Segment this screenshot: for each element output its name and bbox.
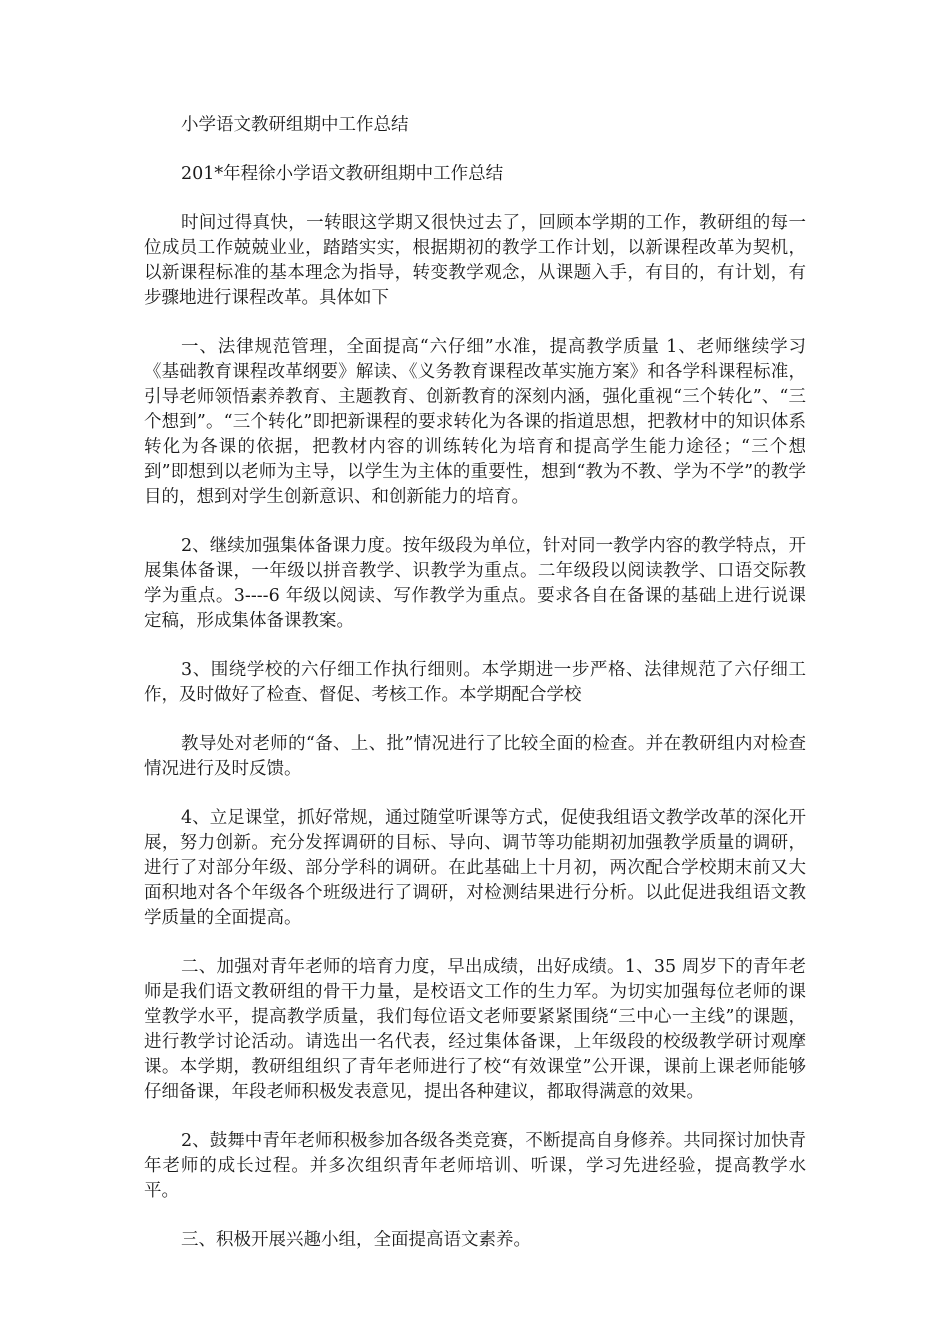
document-subtitle: 201*年程徐小学语文教研组期中工作总结 — [181, 164, 504, 184]
paragraph-section-1-item-3: 3、围绕学校的六仔细工作执行细则。本学期进一步严格、法律规范了六仔细工作，及时做好了检查、督促、考核工作。本学期配合学校 — [144, 660, 806, 705]
paragraph-section-1-item-3-cont: 教导处对老师的“备、上、批”情况进行了比较全面的检查。并在教研组内对检查情况进行及时反馈。 — [144, 734, 806, 779]
paragraph-section-1-item-4: 4、立足课堂，抓好常规，通过随堂听课等方式，促使我组语文教学改革的深化开展，努力创新。充分发挥调研的目标、导向、调节等功能期初加强教学质量的调研，进行了对部分年级、部分学科的调研。在此基础上十月初，两次配合学校期末前又大面积地对各个年级各个班级进行了调研，对检测结果进行分析。以此促进我组语文教学质量的全面提高。 — [144, 808, 806, 928]
paragraph-section-2-item-2: 2、鼓舞中青年老师积极参加各级各类竞赛，不断提高自身修养。共同探讨加快青年老师的成长过程。并多次组织青年老师培训、听课，学习先进经验，提高教学水平。 — [144, 1131, 806, 1201]
document-page — [144, 113, 806, 1277]
paragraph-section-3: 三、积极开展兴趣小组，全面提高语文素养。 — [181, 1230, 531, 1250]
paragraph-section-2: 二、加强对青年老师的培育力度，早出成绩，出好成绩。1、35 周岁下的青年老师是我们语文教研组的骨干力量，是校语文工作的生力军。为切实加强每位老师的课堂教学水平，提高教学质量，我们每位语文老师要紧紧围绕“三中心一主线”的课题，进行教学讨论活动。请选出一名代表，经过集体备课，上年级段的校级教学研讨观摩课。本学期，教研组组织了青年老师进行了校“有效课堂”公开课，课前上课老师能够仔细备课，年段老师积极发表意见，提出各种建议，都取得满意的效果。 — [144, 957, 806, 1102]
document-title: 小学语文教研组期中工作总结 — [181, 115, 409, 135]
paragraph-intro: 时间过得真快，一转眼这学期又很快过去了，回顾本学期的工作，教研组的每一位成员工作兢兢业业，踏踏实实，根据期初的教学工作计划，以新课程改革为契机，以新课程标准的基本理念为指导，转变教学观念，从课题入手，有目的，有计划，有步骤地进行课程改革。具体如下 — [144, 213, 806, 308]
paragraph-section-1-item-2: 2、继续加强集体备课力度。按年级段为单位，针对同一教学内容的教学特点，开展集体备课，一年级以拼音教学、识教学为重点。二年级段以阅读教学、口语交际教学为重点。3----6 年级以阅读、写作教学为重点。要求各自在备课的基础上进行说课定稿，形成集体备课教案。 — [144, 536, 806, 631]
paragraph-section-1: 一、法律规范管理，全面提高“六仔细”水准，提高教学质量 1、老师继续学习《基础教育课程改革纲要》解读、《义务教育课程改革实施方案》和各学科课程标准，引导老师领悟素养教育、主题教育、创新教育的深刻内涵，强化重视“三个转化”、“三个想到”。“三个转化”即把新课程的要求转化为各课的指道思想，把教材中的知识体系转化为各课的依据，把教材内容的训练转化为培育和提高学生能力途径；“三个想到”即想到以老师为主导，以学生为主体的重要性，想到“教为不教、学为不学”的教学目的，想到对学生创新意识、和创新能力的培育。 — [144, 337, 806, 507]
